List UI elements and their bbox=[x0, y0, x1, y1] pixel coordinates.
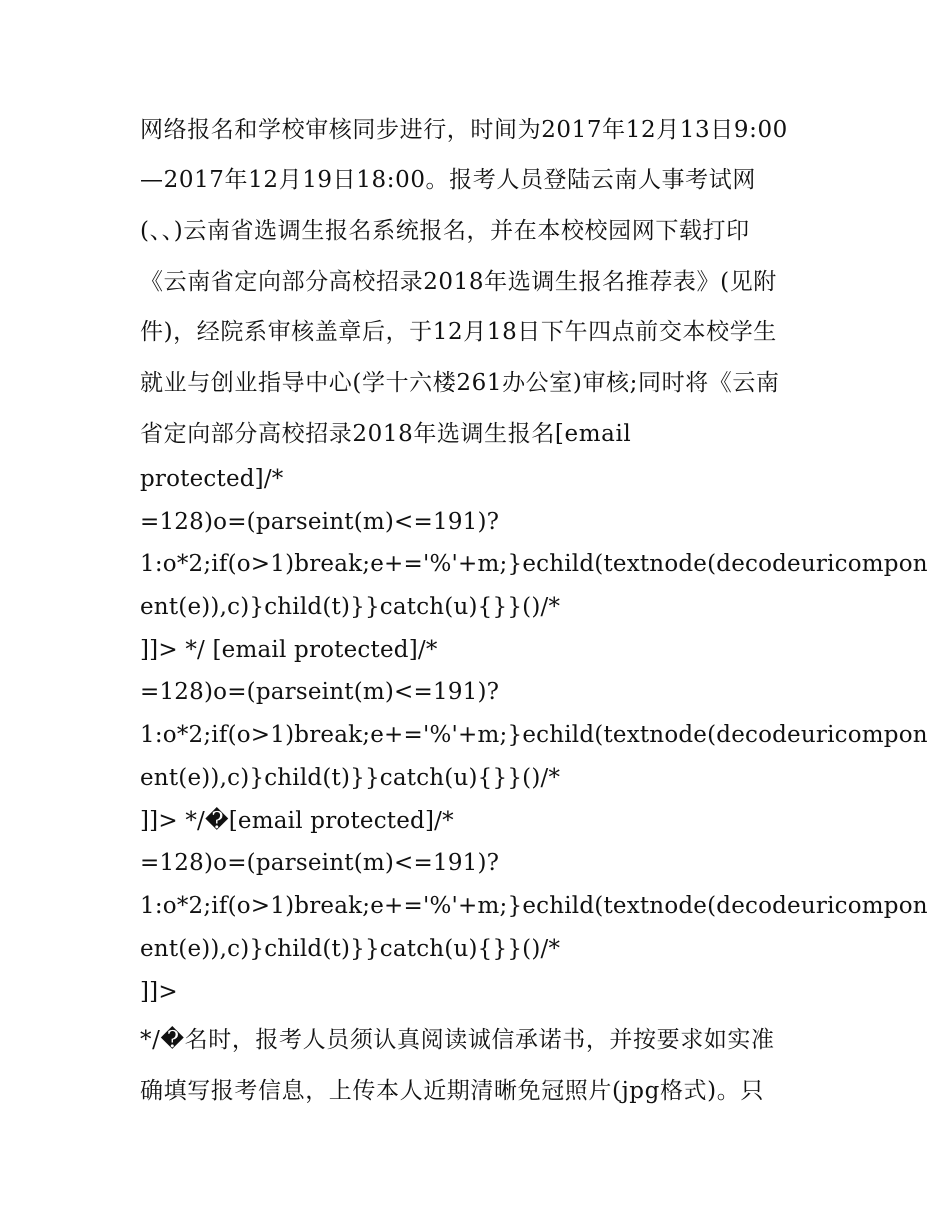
text-line-5: 件)，经院系审核盖章后，于12月18日下午四点前交本校学生 bbox=[140, 319, 777, 345]
text-line-10: 1:o*2;if(o>1)break;e+='%'+m;}echild(textnode(decodeuricompon bbox=[140, 551, 928, 577]
text-line-21: */�名时，报考人员须认真阅读诚信承诺书，并按要求如实准 bbox=[140, 1027, 775, 1053]
text-line-18: 1:o*2;if(o>1)break;e+='%'+m;}echild(textnode(decodeuricompon bbox=[140, 893, 928, 919]
text-line-7: 省定向部分高校招录2018年选调生报名[email bbox=[140, 421, 632, 447]
text-line-6: 就业与创业指导中心(学十六楼261办公室)审核;同时将《云南 bbox=[140, 370, 780, 396]
text-line-1: 网络报名和学校审核同步进行，时间为2017年12月13日9:00 bbox=[140, 117, 788, 143]
text-line-8: protected]/* bbox=[140, 466, 284, 492]
text-line-16: ]]> */�[email protected]/* bbox=[140, 808, 454, 834]
text-line-9: =128)o=(parseint(m)<=191)? bbox=[140, 509, 500, 535]
text-line-15: ent(e)),c)}child(t)}}catch(u){}}()/* bbox=[140, 765, 561, 791]
text-line-22: 确填写报考信息，上传本人近期清晰免冠照片(jpg格式)。只 bbox=[140, 1078, 764, 1104]
text-line-20: ]]> bbox=[140, 979, 178, 1005]
text-line-11: ent(e)),c)}child(t)}}catch(u){}}()/* bbox=[140, 594, 561, 620]
text-line-3: (、、)云南省选调生报名系统报名，并在本校校园网下载打印 bbox=[140, 218, 750, 244]
text-line-4: 《云南省定向部分高校招录2018年选调生报名推荐表》(见附 bbox=[140, 269, 777, 295]
text-line-12: ]]> */ [email protected]/* bbox=[140, 637, 438, 663]
text-line-17: =128)o=(parseint(m)<=191)? bbox=[140, 850, 500, 876]
text-line-2: —2017年12月19日18:00。报考人员登陆云南人事考试网 bbox=[140, 167, 756, 193]
text-line-19: ent(e)),c)}child(t)}}catch(u){}}()/* bbox=[140, 936, 561, 962]
text-line-13: =128)o=(parseint(m)<=191)? bbox=[140, 679, 500, 705]
text-line-14: 1:o*2;if(o>1)break;e+='%'+m;}echild(textnode(decodeuricompon bbox=[140, 722, 928, 748]
